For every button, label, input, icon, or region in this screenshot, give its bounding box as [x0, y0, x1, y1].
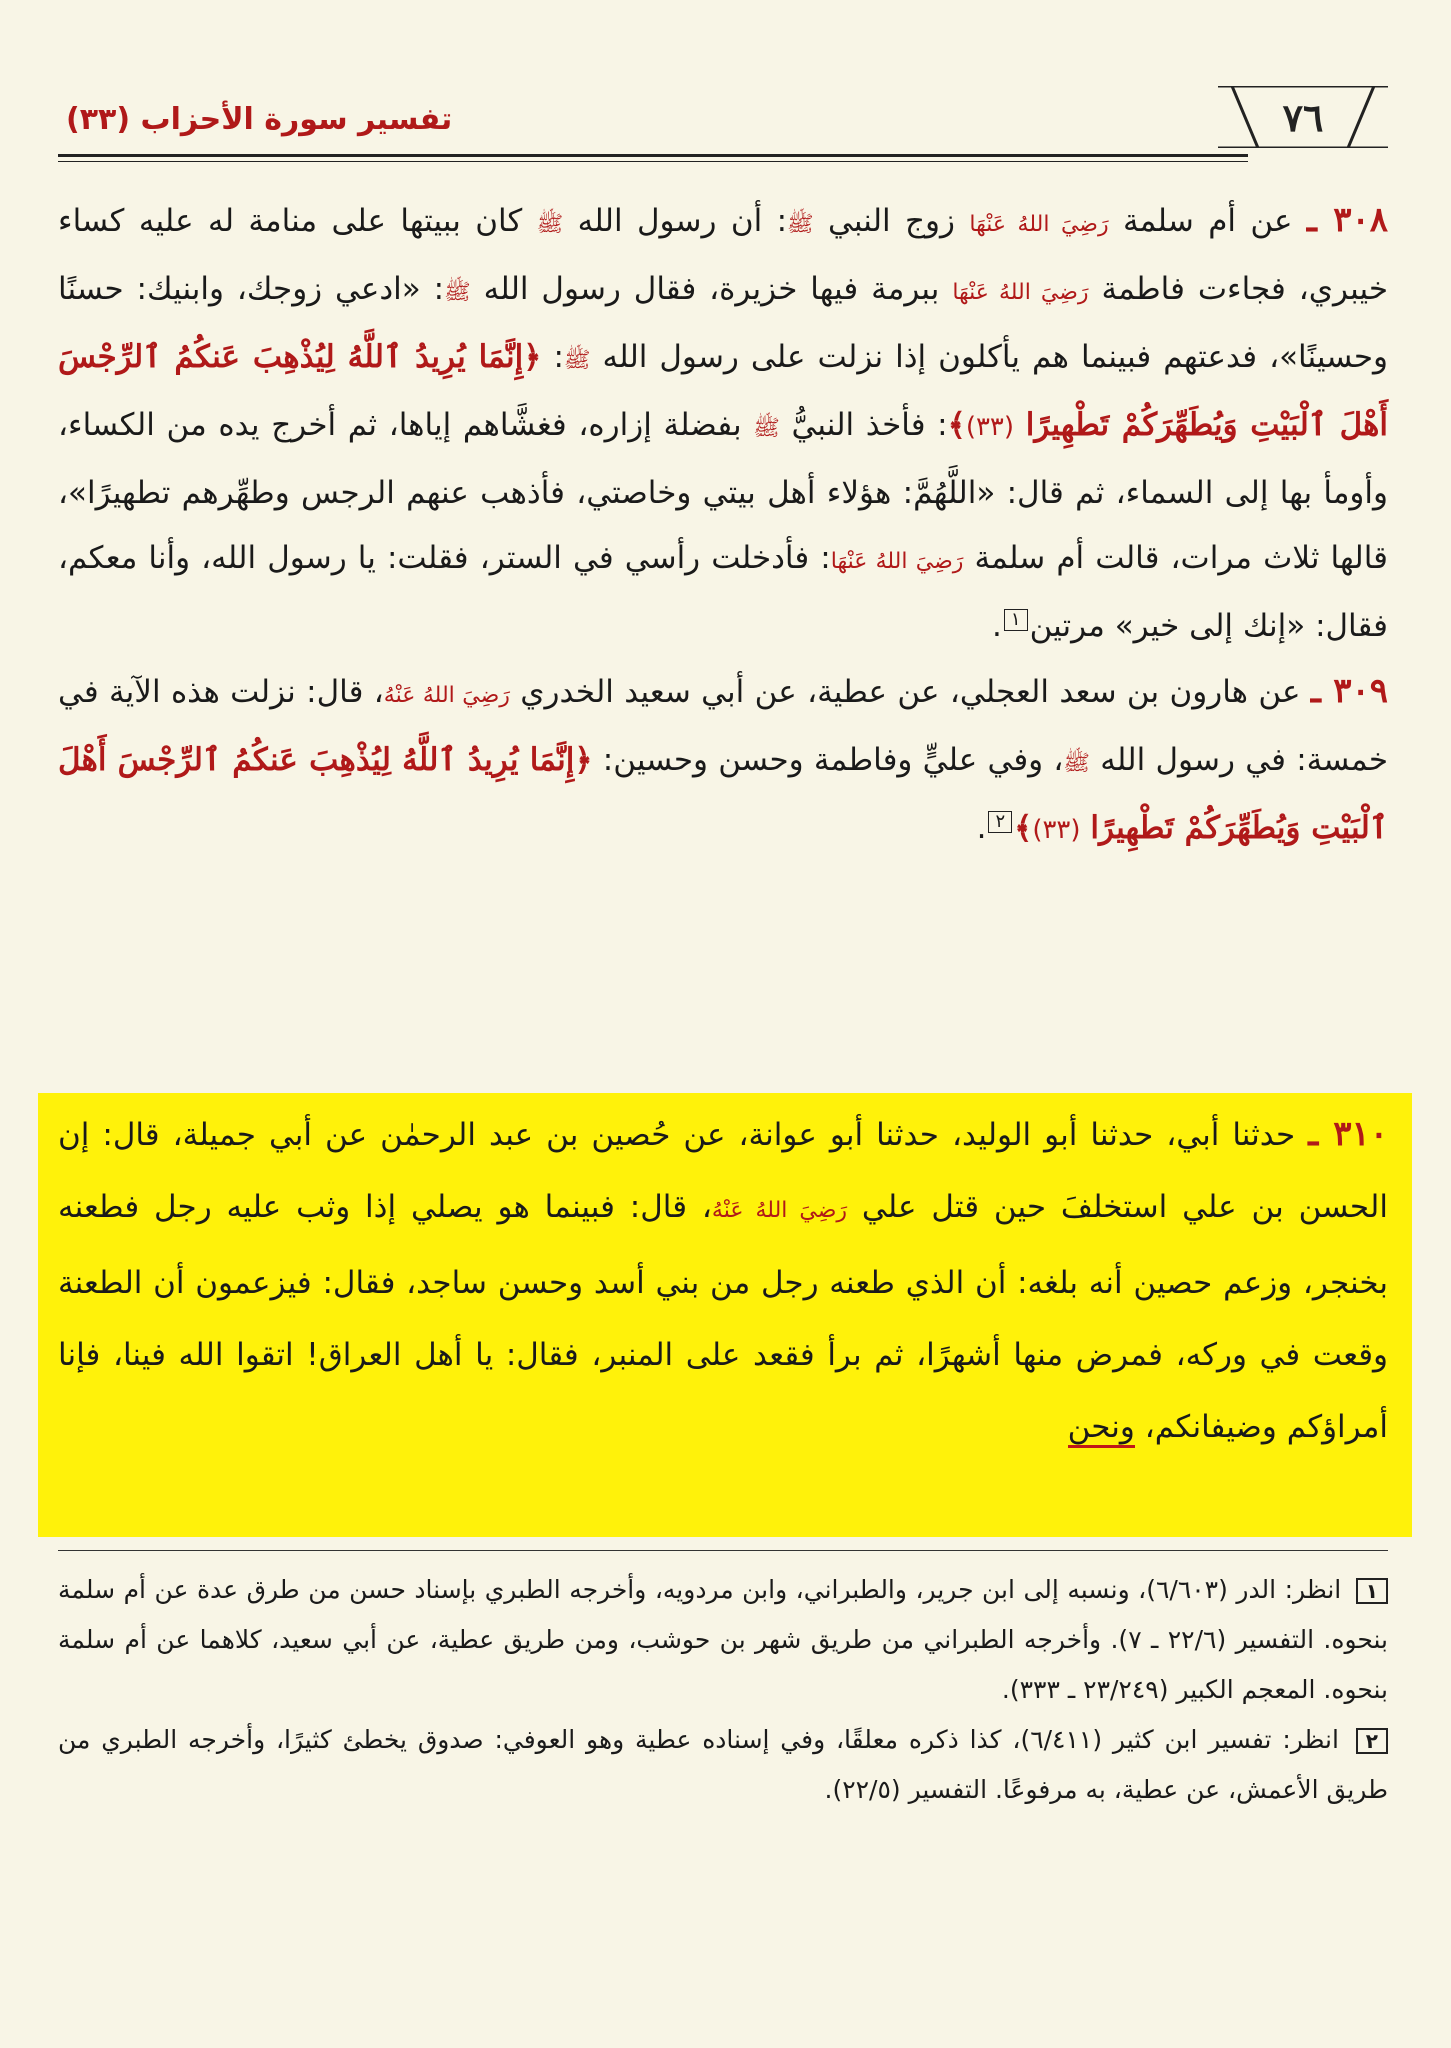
text: زوج النبي: [828, 203, 955, 239]
text: : أن رسول الله: [577, 203, 788, 239]
hadith-number: ٣٠٩ ـ: [1310, 671, 1388, 711]
text: : فأدخلت رأسي في الستر، فقلت: يا رسول الله، وأنا معكم، فقال: «إنك إلى خير» مرتين: [58, 540, 1388, 644]
quran-verse: ﴿إِنَّمَا يُرِيدُ ٱللَّهُ لِيُذْهِبَ عَنكُمُ ٱلرِّجْسَ أَهْلَ ٱلْبَيْتِ وَيُطَهِّرَكُمْ تَطْهِيرًا: [58, 742, 1388, 846]
footnote-2: [58, 1715, 1388, 1815]
footnote-text: انظر: الدر (٦/٦٠٣)، ونسبه إلى ابن جرير، والطبراني، وابن مردويه، وأخرجه الطبري بإسناد حسن من طرق عدة عن أم سلمة بنحوه. التفسير (٢٢/٦ ـ ٧). وأخرجه الطبراني من طريق شهر بن حوشب، ومن طريق عطية، عن أبي سعيد، كلاهما عن أم سلمة بنحوه. المعجم الكبير (٢٣/٢٤٩ ـ ٣٣٣).: [58, 1575, 1389, 1704]
paragraph-308: [58, 188, 1388, 659]
text: : «ادعي زوجك، وابنيك: حسنًا وحسينًا»، فدعتهم فبينما هم يأكلون إذا نزلت على رسول الله: [58, 271, 1388, 375]
footnote-separator: [58, 1550, 1388, 1551]
main-text: [58, 188, 1388, 863]
footnotes: [58, 1565, 1388, 1815]
honorific: ﷺ: [1063, 751, 1090, 776]
paragraph-309: [58, 659, 1388, 863]
footnote-marker[interactable]: ٢: [988, 811, 1012, 833]
text: عن هارون بن سعد العجلي، عن عطية، عن أبي سعيد الخدري: [520, 674, 1301, 710]
quran-verse-end: ﴾: [1014, 810, 1033, 846]
quran-verse: ﴿إِنَّمَا يُرِيدُ ٱللَّهُ لِيُذْهِبَ عَنكُمُ ٱلرِّجْسَ أَهْلَ ٱلْبَيْتِ وَيُطَهِّرَكُمْ تَطْهِيرًا: [58, 339, 1389, 443]
text: :: [553, 339, 564, 375]
honorific: ﷺ: [753, 416, 780, 441]
honorific: ﷺ: [444, 280, 471, 305]
paragraph-310: [58, 1098, 1388, 1463]
text: : فأخذ النبيُّ: [791, 407, 948, 443]
text: ، قال: نزلت هذه الآية في خمسة: في رسول الله: [58, 674, 1388, 778]
footnote-marker[interactable]: ١: [1004, 609, 1028, 631]
footnote-1: [58, 1565, 1388, 1715]
honorific: رَضِيَ اللهُ عَنْهَا: [969, 212, 1109, 237]
footnote-text: انظر: تفسير ابن كثير (٦/٤١١)، كذا ذكره معلقًا، وفي إسناده عطية وهو العوفي: صدوق يخطئ كثيرًا، وأخرجه الطبري من طريق الأعمش، عن عطية، به مرفوعًا. التفسير (٢٢/٥).: [58, 1725, 1388, 1804]
honorific: رَضِيَ اللهُ عَنْهُ: [383, 683, 510, 708]
hadith-number: ٣٠٨ ـ: [1306, 200, 1389, 240]
hadith-number: ٣١٠ ـ: [1308, 1114, 1388, 1154]
honorific: ﷺ: [787, 212, 814, 237]
running-title: تفسير سورة الأحزاب (٣٣): [66, 102, 453, 137]
verse-number: (٣٣): [1032, 815, 1081, 845]
honorific: ﷺ: [563, 348, 591, 373]
text: ، قال: فبينما هو يصلي إذا وثب عليه رجل فطعنه بخنجر، وزعم حصين أنه بلغه: أن الذي طعنه رجل من بني أسد وحسن ساجد، فقال: فيزعمون أن الطعنة وقعت في وركه، فمرض منها أشهرًا، ثم برأ فقعد على المنبر، فقال: يا أهل العراق! اتقوا الله فينا، فإنا أمراؤكم وضيفانكم،: [58, 1189, 1388, 1445]
page-number: ٧٦: [1282, 94, 1324, 140]
text: ببرمة فيها خزيرة، فقال رسول الله: [483, 271, 940, 307]
honorific: رَضِيَ اللهُ عَنْهَا: [952, 280, 1089, 305]
underlined-word: ونحن: [1068, 1409, 1135, 1448]
text: .: [992, 608, 1002, 644]
verse-number: (٣٣): [965, 412, 1015, 442]
honorific: رَضِيَ اللهُ عَنْهَا: [830, 549, 964, 574]
footnote-number: ١: [1356, 1578, 1388, 1604]
page-header: [58, 78, 1388, 168]
footnote-number: ٢: [1356, 1728, 1388, 1754]
text: بفضلة إزاره، فغشَّاهم إياها، ثم أخرج يده من الكساء، وأومأ بها إلى السماء، ثم قال: «اللَّهُمَّ: هؤلاء أهل بيتي وخاصتي، فأذهب عنهم الرجس وطهِّرهم تطهيرًا»، قالها ثلاث مرات، قالت أم سلمة: [58, 407, 1388, 576]
header-rule: [58, 154, 1248, 162]
page-number-box: [1218, 86, 1388, 148]
honorific: ﷺ: [536, 212, 564, 237]
text: .: [976, 810, 987, 846]
text: عن أم سلمة: [1123, 203, 1293, 239]
quran-verse-end: ﴾: [947, 407, 966, 443]
text: حدثنا أبي، حدثنا أبو الوليد، حدثنا أبو عوانة، عن حُصين بن عبد الرحمٰن عن أبي جميلة، قال: إن الحسن بن علي استخلفَ حين قتل علي: [58, 1117, 1388, 1225]
text: ، وفي عليٍّ وفاطمة وحسن وحسين:: [602, 742, 1064, 778]
text: كان ببيتها على منامة له عليه كساء خيبري، فجاءت فاطمة: [58, 203, 1389, 307]
honorific: رَضِيَ اللهُ عَنْهُ: [711, 1198, 848, 1223]
